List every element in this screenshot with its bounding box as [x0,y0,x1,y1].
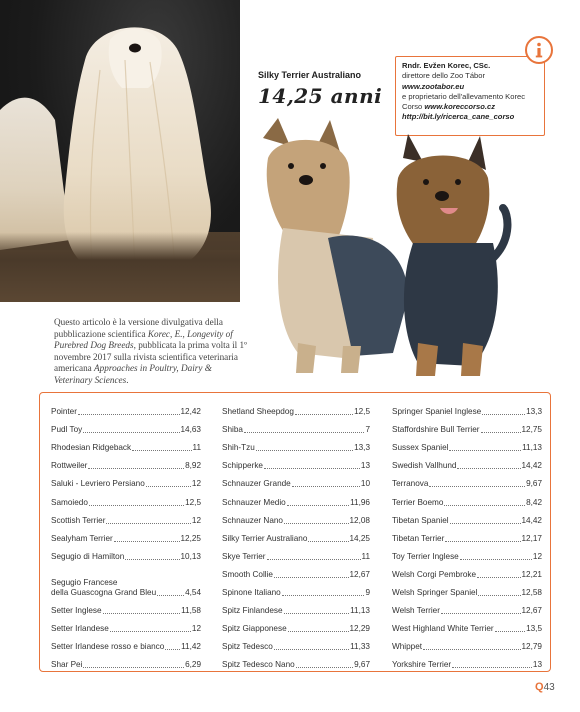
dot-leader [450,523,521,524]
breed-name: Welsh Springer Spaniel [392,588,478,598]
caption-journal: Approaches in Poultry, Dairy & Veterinary Sciences [54,363,212,385]
ground-shadow [0,232,240,302]
table-row [392,562,542,580]
breed-name: Whippet [392,642,423,652]
breed-name: Toy Terrier Inglese [392,551,459,561]
dot-leader [292,486,360,487]
breed-lifespan: 12,67 [349,569,370,579]
breed-name: Tibetan Spaniel [392,515,449,525]
breed-lifespan: 12,5 [354,407,370,417]
breed-lifespan: 9,67 [354,660,370,670]
dot-leader [495,631,525,632]
table-row [51,652,201,670]
info-icon [525,36,553,64]
dot-leader [296,667,353,668]
breed-name: Rhodesian Ridgeback [51,443,132,453]
breed-name: Setter Inglese [51,605,102,615]
silky-terriers-photo [258,118,518,380]
dot-leader [165,649,180,650]
table-row [392,471,542,489]
breed-lifespan: 12,79 [521,642,542,652]
breed-lifespan: 11,13 [522,443,542,453]
table-row [392,616,542,634]
lhasa-apso-photo [0,0,240,302]
info-author-name: Rndr. Evžen Korec, CSc. [402,61,491,70]
breed-name: Pudl Toy [51,425,83,435]
info-link-zootabor[interactable]: www.zootabor.eu [402,81,465,91]
breed-lifespan: 7 [365,425,370,435]
breed-lifespan: 6,29 [185,660,201,670]
article-caption [54,317,250,387]
dot-leader [295,414,353,415]
breed-lifespan: 10,13 [180,551,201,561]
info-text-kennel: e proprietario dell'allevamento Korec [402,91,526,101]
breed-lifespan: 12,21 [521,569,542,579]
silky-terrier-label: Silky Terrier Australiano [258,70,362,80]
page-number: 43 [543,682,555,693]
breed-name: Spitz Tedesco [222,642,273,652]
info-link-koreccorso[interactable]: www.koreccorso.cz [424,102,495,112]
breed-name: Spitz Tedesco Nano [222,660,295,670]
dot-leader [481,432,521,433]
page-footer [535,681,555,693]
magazine-logo: Q [535,681,544,693]
breed-name: Rottweiler [51,461,88,471]
breed-lifespan: 12,08 [349,515,370,525]
breed-name: Shar Pei [51,660,83,670]
breed-lifespan: 11,58 [181,605,201,615]
table-row [222,453,370,471]
table-row [51,562,201,598]
breed-name: Shih-Tzu [222,443,255,453]
info-link-bitly[interactable]: http://bit.ly/ricerca_cane_corso [402,112,515,122]
dot-leader [445,541,520,542]
info-icon-glyph [527,38,551,62]
breed-lifespan: 12 [191,624,201,634]
breed-lifespan: 12,67 [521,606,542,616]
table-row [222,598,370,616]
dot-leader [482,414,525,415]
breed-name: Spitz Finlandese [222,606,283,616]
breed-lifespan: 11 [361,551,370,561]
table-row [392,634,542,652]
breed-lifespan: 8,42 [526,497,542,507]
table-row [222,526,370,544]
table-row [222,508,370,526]
breed-lifespan: 14,42 [521,515,542,525]
table-row [51,598,201,616]
table-row [51,399,201,417]
dot-leader [284,523,349,524]
dot-leader [110,631,191,632]
breed-name: Sussex Spaniel [392,443,449,453]
dot-leader [114,541,180,542]
table-row [222,580,370,598]
breed-name: Welsh Terrier [392,606,440,616]
table-row [222,544,370,562]
breed-lifespan: 9 [365,588,370,598]
breed-lifespan: 13 [532,660,542,670]
breed-name: Schnauzer Grande [222,479,291,489]
table-row [51,471,201,489]
breed-name: Setter Irlandese [51,624,109,634]
table-row [222,417,370,435]
breed-lifespan: 12,58 [521,588,542,598]
dot-leader [256,450,353,451]
breed-name: Welsh Corgi Pembroke [392,569,477,579]
breed-name: Sealyham Terrier [51,533,113,543]
breed-lifespan: 12 [532,551,542,561]
table-row [392,598,542,616]
breed-name: Spitz Giapponese [222,624,287,634]
dot-leader [477,577,520,578]
table-row [51,616,201,634]
table-row [392,489,542,507]
caption-text-2: , pubblicata la prima volta il 1º novembre 2017 sulla rivista scientifica veterinaria americana [54,340,247,374]
breed-lifespan: 12,42 [180,407,201,417]
table-row [222,652,370,670]
dot-leader [125,559,179,560]
dot-leader [106,523,190,524]
dot-leader [452,667,532,668]
breed-name: Terranova [392,479,429,489]
breed-name: Schnauzer Nano [222,515,283,525]
breed-lifespan: 4,54 [185,587,201,597]
table-column-2 [222,399,370,670]
table-column-1 [51,399,201,670]
table-row [51,508,201,526]
breed-name: Segugio di Hamilton [51,551,125,561]
breed-lifespan: 12,75 [521,425,542,435]
dot-leader [274,577,349,578]
breed-lifespan: 13,5 [526,624,542,634]
table-row [392,435,542,453]
dot-leader [157,595,184,596]
breed-name: Shetland Sheepdog [222,407,294,417]
dot-leader [267,559,361,560]
table-row [392,453,542,471]
breed-lifespan: 11,33 [350,642,370,652]
table-row [51,489,201,507]
breed-name: Skye Terrier [222,551,266,561]
dot-leader [282,595,365,596]
dot-leader [478,595,520,596]
table-row [392,508,542,526]
breed-name: Springer Spaniel Inglese [392,407,482,417]
breed-name: Smooth Collie [222,569,273,579]
table-row [222,489,370,507]
dot-leader [441,613,521,614]
breed-lifespan: 14,42 [521,461,542,471]
table-row [51,435,201,453]
dot-leader [457,468,520,469]
dot-leader [423,649,520,650]
breed-lifespan: 8,92 [185,461,201,471]
dot-leader [132,450,191,451]
breed-name: Tibetan Terrier [392,533,445,543]
table-row [222,562,370,580]
info-corso-label: Corso [402,102,425,112]
dot-leader [83,432,179,433]
dot-leader [89,505,184,506]
breed-lifespan: 13,3 [354,443,370,453]
breed-lifespan: 9,67 [526,479,542,489]
dot-leader [444,505,525,506]
dot-leader [274,649,349,650]
breed-name-continued: della Guascogna Grand Bleu [51,587,157,597]
table-row [392,544,542,562]
silky-terrier-age: 14,25 anni [258,84,383,108]
table-row [222,435,370,453]
breed-lifespan: 11,42 [181,642,201,652]
dot-leader [288,631,349,632]
table-row [222,616,370,634]
breed-name-line-2 [51,588,201,598]
caption-text-3: . [126,374,129,385]
breed-name: Shiba [222,425,243,435]
table-row [51,453,201,471]
breed-lifespan: 10 [360,479,370,489]
breed-lifespan: 13,3 [526,407,542,417]
breed-name: Scottish Terrier [51,515,106,525]
table-row [392,580,542,598]
table-row [392,652,542,670]
caption-citation: Korec, E., Longevity of Purebred Dog Breeds [54,328,233,351]
dot-leader [460,559,532,560]
table-row [51,526,201,544]
table-row [392,417,542,435]
table-row [222,399,370,417]
breed-lifespan: 14,25 [349,533,370,543]
dot-leader [244,432,364,433]
caption-text-1: Questo articolo è la versione divulgativa della pubblicazione scientifica [54,317,223,339]
breed-name: Schipperke [222,461,263,471]
breed-name: West Highland White Terrier [392,624,494,634]
breed-lifespan: 12,17 [521,533,542,543]
breed-longevity-table [39,392,551,672]
breed-lifespan: 12,29 [349,624,370,634]
table-column-3 [392,399,542,670]
dot-leader [78,414,180,415]
table-row [51,417,201,435]
breed-name: Swedish Vallhund [392,461,457,471]
info-author-role: direttore dello Zoo Tábor [402,71,486,81]
dot-leader [429,486,525,487]
table-row [392,399,542,417]
breed-lifespan: 12 [191,515,201,525]
dot-leader [83,667,184,668]
table-row [222,634,370,652]
breed-lifespan: 11,13 [350,606,370,616]
breed-lifespan: 11 [192,443,201,453]
breed-name: Setter Irlandese rosso e bianco [51,642,165,652]
breed-lifespan: 14,63 [180,425,201,435]
table-row [51,544,201,562]
dot-leader [146,486,191,487]
breed-lifespan: 12,5 [185,497,201,507]
info-corso-line [402,102,538,112]
dot-leader [264,468,360,469]
breed-name: Staffordshire Bull Terrier [392,425,480,435]
table-row [51,634,201,652]
dot-leader [103,613,181,614]
breed-name: Spinone Italiano [222,588,281,598]
table-row [222,471,370,489]
breed-lifespan: 13 [360,461,370,471]
breed-lifespan: 12 [191,479,201,489]
breed-name: Silky Terrier Australiano [222,533,308,543]
dot-leader [287,505,349,506]
dot-leader [308,541,348,542]
dot-leader [449,450,521,451]
breed-name: Schnauzer Medio [222,497,286,507]
breed-name: Pointer [51,407,77,417]
breed-name: Segugio Francese [51,577,118,587]
breed-lifespan: 11,96 [350,497,370,507]
breed-name: Saluki - Levriero Persiano [51,479,145,489]
breed-name: Terrier Boemo [392,497,444,507]
dot-leader [284,613,350,614]
dot-leader [88,468,184,469]
breed-name: Samoiedo [51,497,88,507]
table-row [392,526,542,544]
silky-terriers-illustration [258,118,518,380]
breed-name: Yorkshire Terrier [392,660,452,670]
breed-lifespan: 12,25 [180,533,201,543]
